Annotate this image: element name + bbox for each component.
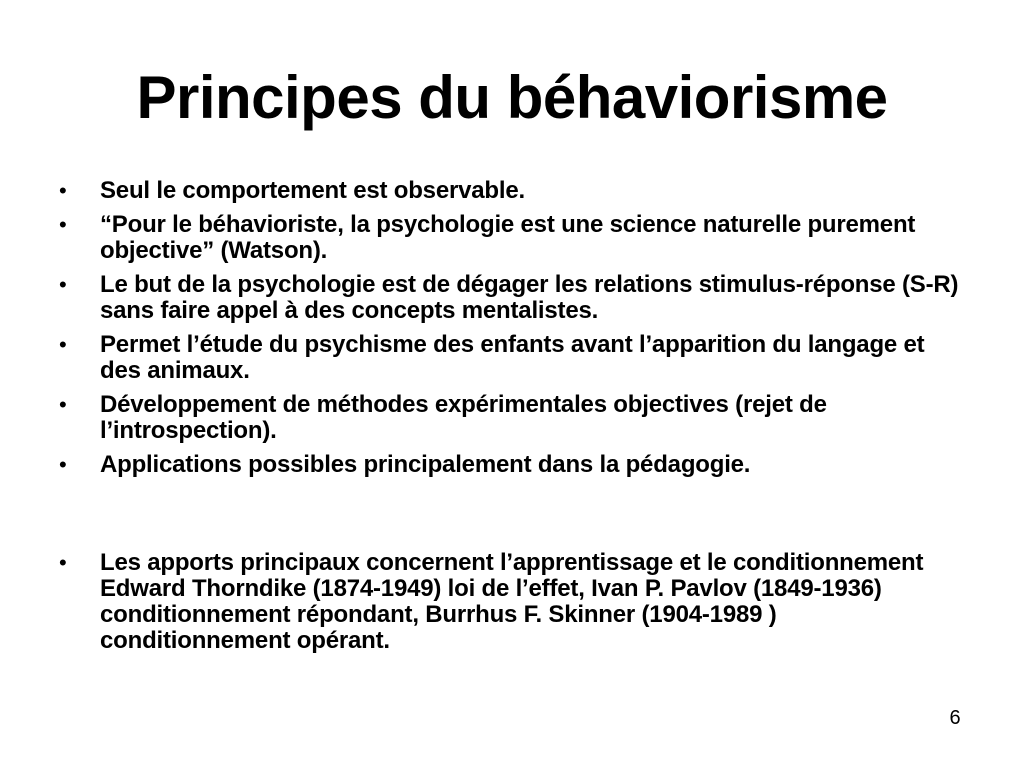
bullet-text: Permet l’étude du psychisme des enfants avant l’apparition du langage et des animaux.	[100, 331, 925, 384]
bullet-text: Le but de la psychologie est de dégager les relations stimulus-réponse (S-R) sans faire appel à des concepts mentalistes.	[100, 271, 959, 324]
bullet-item	[59, 212, 969, 264]
bullet-icon: •	[59, 272, 67, 297]
bullet-item	[59, 272, 969, 324]
bullet-item	[59, 392, 969, 444]
bullet-icon: •	[59, 178, 67, 203]
bullet-item	[59, 332, 969, 384]
page-number: 6	[949, 707, 961, 729]
bullet-item	[59, 178, 969, 204]
bullet-text: Seul le comportement est observable.	[100, 177, 525, 204]
bullet-text: Développement de méthodes expérimentales objectives (rejet de l’introspection).	[100, 391, 827, 444]
bullet-icon: •	[59, 212, 67, 237]
bullet-icon: •	[59, 392, 67, 417]
bullet-icon: •	[59, 452, 67, 477]
bullet-text: Les apports principaux concernent l’apprentissage et le conditionnement Edward Thorndike (1874-1949) loi de l’effet, Ivan P. Pavlov (1849-1936) conditionnement répondant, Burrhus F. Skinner (1904-1989 ) conditionnement opérant.	[100, 549, 924, 654]
bullet-list	[59, 178, 969, 662]
bullet-icon: •	[59, 550, 67, 575]
slide-title: Principes du béhaviorisme	[136, 64, 888, 131]
bullet-item	[59, 550, 969, 654]
bullet-item	[59, 452, 969, 478]
bullet-text: “Pour le béhavioriste, la psychologie est une science naturelle purement objective” (Watson).	[100, 211, 916, 264]
bullet-text: Applications possibles principalement dans la pédagogie.	[100, 451, 751, 478]
bullet-icon: •	[59, 332, 67, 357]
